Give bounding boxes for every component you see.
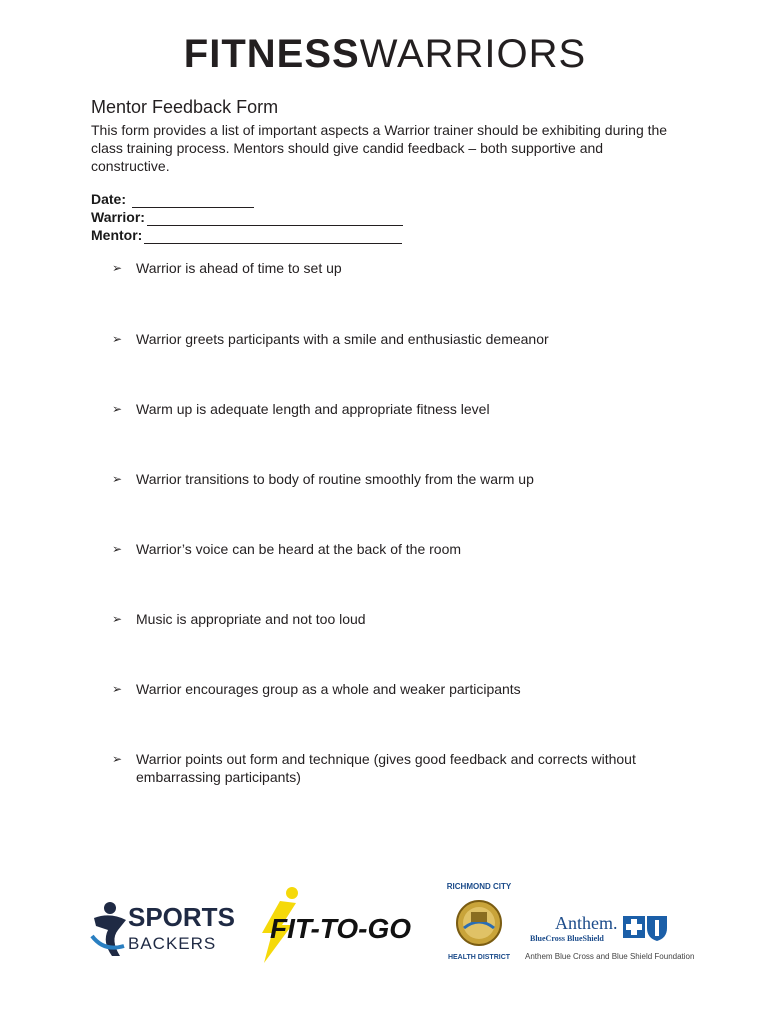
item-text: Warrior’s voice can be heard at the back of the room xyxy=(136,541,462,557)
mentor-label: Mentor: xyxy=(91,227,143,243)
list-item xyxy=(112,470,534,488)
anthem-subtitle: BlueCross BlueShield xyxy=(530,934,604,943)
health-district-seal-icon xyxy=(440,882,518,964)
runner-icon xyxy=(90,900,130,960)
arrow-bullet-icon: ➢ xyxy=(112,752,123,766)
list-item xyxy=(112,750,652,786)
date-label: Date: xyxy=(91,191,127,207)
sports-backers-logo xyxy=(90,900,240,960)
health-district-text: HEALTH DISTRICT xyxy=(447,954,511,961)
item-text: Warm up is adequate length and appropriate fitness level xyxy=(136,401,490,417)
item-text: Warrior encourages group as a whole and weaker participants xyxy=(136,681,521,697)
form-intro: This form provides a list of important aspects a Warrior trainer should be exhibiting during the class training process. Mentors should give candid feedback – both supportive and constructive. xyxy=(91,122,668,174)
item-text: Warrior transitions to body of routine smoothly from the warm up xyxy=(136,471,534,487)
form-title: Mentor Feedback Form xyxy=(91,97,279,117)
anthem-foundation-text: Anthem Blue Cross and Blue Shield Foundation xyxy=(525,952,695,961)
list-item xyxy=(112,330,549,348)
list-item xyxy=(112,259,342,277)
item-text: Warrior is ahead of time to set up xyxy=(136,260,342,276)
sponsor-logos xyxy=(0,880,770,970)
item-text: Music is appropriate and not too loud xyxy=(136,611,366,627)
blue-cross-shield-icon xyxy=(623,914,669,942)
warrior-label: Warrior: xyxy=(91,209,145,225)
date-line[interactable] xyxy=(132,193,254,208)
arrow-bullet-icon: ➢ xyxy=(112,612,123,626)
logo-bold-text: FITNESS xyxy=(183,32,360,76)
arrow-bullet-icon: ➢ xyxy=(112,542,123,556)
sports-backers-line1: SPORTS xyxy=(128,902,235,932)
arrow-bullet-icon: ➢ xyxy=(112,682,123,696)
fitness-warriors-logo xyxy=(0,30,770,78)
item-text: Warrior greets participants with a smile and enthusiastic demeanor xyxy=(136,331,549,347)
form-fields xyxy=(91,190,403,244)
list-item xyxy=(112,400,490,418)
richmond-city-text: RICHMOND CITY xyxy=(446,882,512,891)
sports-backers-line2: BACKERS xyxy=(128,934,217,953)
date-field[interactable] xyxy=(91,190,403,208)
arrow-bullet-icon: ➢ xyxy=(112,261,123,275)
arrow-bullet-icon: ➢ xyxy=(112,402,123,416)
arrow-bullet-icon: ➢ xyxy=(112,332,123,346)
fit-to-go-logo xyxy=(250,885,425,965)
mentor-line[interactable] xyxy=(144,229,402,244)
mentor-field[interactable] xyxy=(91,226,403,244)
warrior-line[interactable] xyxy=(147,211,403,226)
list-item xyxy=(112,610,366,628)
list-item xyxy=(112,540,461,558)
arrow-bullet-icon: ➢ xyxy=(112,472,123,486)
anthem-logo xyxy=(525,910,695,965)
anthem-name: Anthem. xyxy=(555,913,618,933)
richmond-city-health-district-logo xyxy=(440,882,518,964)
item-text: Warrior points out form and technique (gives good feedback and corrects without embarrassing participants) xyxy=(136,751,636,785)
list-item xyxy=(112,680,521,698)
fit-to-go-text: FIT-TO-GO xyxy=(270,913,412,944)
warrior-field[interactable] xyxy=(91,208,403,226)
logo-light-text: WARRIORS xyxy=(359,32,587,76)
